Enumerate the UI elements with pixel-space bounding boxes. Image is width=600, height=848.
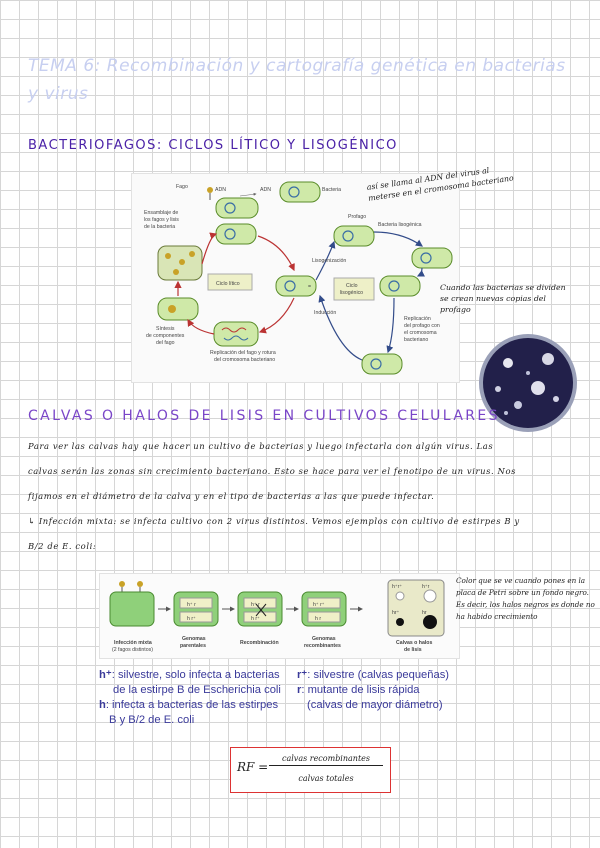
label-adn-1: ADN	[215, 187, 226, 193]
svg-text:h r⁺: h r⁺	[251, 616, 260, 622]
label-ciclo-lisogenico-2: lisogénico	[340, 290, 364, 296]
caption-genomas-parentales-1: Genomas	[182, 636, 206, 642]
label-profago: Profago	[348, 214, 367, 220]
cell-genomas-recombinantes	[302, 592, 346, 626]
legend-line-r1: : silvestre (calvas pequeñas)	[307, 669, 450, 681]
cell-recombinacion	[238, 592, 282, 626]
paragraph-line-4: ↳ Infección mixta: se infecta cultivo con 2 virus distintos. Vemos ejemplos con cultivo de estirpes B y	[28, 516, 520, 526]
label-ensamblaje-2: los fagos y lisis	[144, 217, 179, 223]
label-fago: Fago	[176, 184, 188, 190]
bacteria-cell-profago	[334, 226, 374, 246]
caption-calvas-1: Calvas o halos	[396, 640, 433, 646]
svg-text:h⁺ r: h⁺ r	[251, 602, 260, 608]
label-adn-2: ADN	[260, 187, 271, 193]
bacteria-cell-right-bottom	[362, 354, 402, 374]
bacteria-cell-right-top	[412, 248, 452, 268]
svg-text:h r: h r	[315, 616, 322, 622]
label-bacteria: Bacteria	[322, 187, 342, 193]
paragraph-line-1: Para ver las calvas hay que hacer un cultivo de bacterias y luego infectarla con algún virus. Las	[28, 441, 494, 451]
svg-text:h r⁺: h r⁺	[187, 616, 196, 622]
genotype-legend	[99, 668, 459, 732]
mixed-infection-figure	[99, 573, 460, 659]
bacteria-cell-top	[280, 182, 320, 202]
note-bacterias: Cuando las bacterias se dividen se crean nuevas copias del profago	[440, 283, 566, 314]
section-paragraph	[28, 434, 583, 559]
caption-infeccion-1: Infección mixta	[114, 640, 152, 646]
svg-text:h⁺ r⁺: h⁺ r⁺	[313, 602, 325, 608]
cell-infeccion-mixta	[110, 581, 154, 626]
cell-genomas-parentales	[174, 592, 218, 626]
label-replicacion-profago-4: bacteriano	[404, 337, 429, 343]
phage-icon	[207, 187, 213, 200]
legend-line-2: de la estirpe B de Escherichia coli	[113, 684, 281, 696]
label-sintesis-3: del fago	[156, 340, 175, 346]
legend-line-4: B y B/2 de E. coli	[109, 714, 195, 726]
legend-sym-r: r	[297, 684, 302, 696]
mixed-infection-diagram	[100, 574, 459, 658]
label-ensamblaje-3: de la bacteria	[144, 224, 176, 230]
label-ensamblaje-1: Ensamblaje de	[144, 210, 179, 216]
legend-line-r3: (calvas de mayor diámetro)	[307, 699, 443, 711]
svg-text:hr: hr	[422, 610, 427, 616]
caption-genomas-recombinantes-1: Genomas	[312, 636, 336, 642]
legend-sym-rplus: r⁺	[297, 669, 308, 681]
label-lisogenizacion: Lisogenización	[312, 258, 347, 264]
note-profago: así se llama al ADN del virus al meterse en el cromosoma bacteriano	[366, 165, 515, 203]
label-replicacion-fago-1: Replicación del fago y rotura	[210, 350, 276, 356]
svg-text:h⁺r⁺: h⁺r⁺	[392, 584, 403, 590]
svg-text:=: =	[308, 284, 312, 290]
lifecycle-diagram	[132, 174, 459, 382]
legend-sym-h: h	[99, 699, 106, 711]
rf-label: RF =	[237, 760, 269, 774]
paragraph-line-2: calvas serán las zonas sin crecimiento bacteriano. Esto se hace para ver el fenotipo de un virus. Nos	[28, 466, 517, 476]
caption-genomas-parentales-2: parentales	[180, 643, 206, 649]
bacteria-cell-top-left	[216, 198, 258, 218]
label-ciclo-litico: Ciclo lítico	[216, 281, 240, 287]
legend-line-3: : infecta a bacterias de las estirpes	[105, 699, 279, 711]
label-replicacion-fago-2: del cromosoma bacteriano	[214, 357, 276, 363]
svg-text:h⁺r: h⁺r	[422, 584, 430, 590]
svg-text:hr⁺: hr⁺	[392, 610, 400, 616]
bacteria-cell-left-bottom	[158, 298, 198, 320]
label-bacteria-lisogenica: Bacteria lisogénica	[378, 222, 422, 228]
svg-text:h⁺ r: h⁺ r	[187, 602, 196, 608]
rf-denominator: calvas totales	[298, 774, 354, 783]
lysogenic-cycle-box	[334, 278, 374, 300]
caption-recombinacion: Recombinación	[240, 640, 279, 646]
bacteria-cell-bottom	[214, 322, 258, 346]
caption-genomas-recombinantes-2: recombinantes	[304, 643, 341, 649]
label-ciclo-lisogenico-1: Ciclo	[346, 283, 358, 289]
legend-sym-hplus: h⁺	[99, 669, 112, 681]
label-replicacion-profago-2: del profago con	[404, 323, 440, 329]
rf-numerator: calvas recombinantes	[269, 754, 383, 766]
plaques-panel	[388, 580, 444, 636]
section-heading-bacteriofagos: BACTERIOFAGOS: CICLOS LÍTICO Y LISOGÉNICO	[28, 138, 398, 153]
legend-line-r2: : mutante de lisis rápida	[301, 684, 420, 696]
paragraph-line-5: B/2 de E. coli:	[28, 541, 97, 551]
note-color: Color que se ve cuando pones en la placa de Petri sobre un fondo negro. Es decir, los halos negros es donde no ha habido crecimiento	[456, 576, 595, 621]
legend-line-1: : silvestre, solo infecta a bacterias	[111, 669, 280, 681]
phage-lifecycle-figure	[131, 173, 460, 383]
label-induccion: Inducción	[314, 310, 337, 316]
caption-infeccion-2: (2 fagos distintos)	[112, 647, 153, 653]
rf-formula-box	[230, 747, 391, 793]
page-title: TEMA 6: Recombinación y cartografía genética en bacterias y virus	[28, 56, 566, 104]
label-sintesis-1: Síntesis	[156, 326, 175, 332]
label-replicacion-profago-3: el cromosoma	[404, 330, 437, 336]
label-sintesis-2: de componentes	[146, 333, 185, 339]
section-heading-calvas: CALVAS O HALOS DE LISIS EN CULTIVOS CELULARES	[28, 408, 500, 424]
bacteria-cell-right-mid	[380, 276, 420, 296]
paragraph-line-3: fijamos en el diámetro de la calva y en el tipo de bacterias a las que puede infectar.	[28, 491, 435, 501]
bacteria-cell-left-top	[216, 224, 256, 244]
caption-calvas-2: de lisis	[404, 647, 422, 653]
label-replicacion-profago-1: Replicación	[404, 316, 431, 322]
